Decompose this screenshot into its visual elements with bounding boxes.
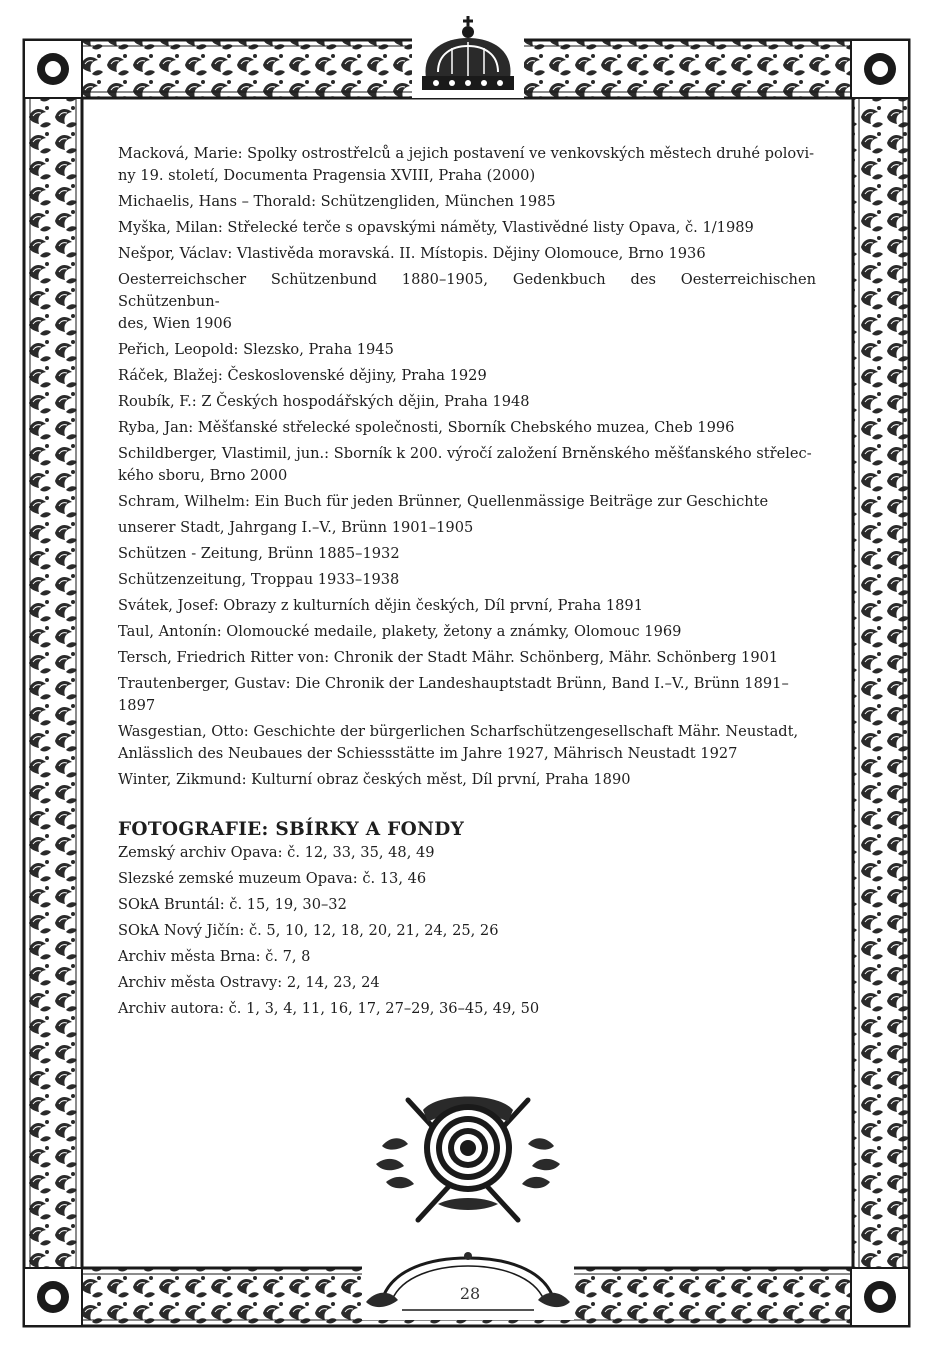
entry-line: Wasgestian, Otto: Geschichte der bürgerlichen Scharfschützengesellschaft Mähr. Neustadt, xyxy=(118,723,799,740)
entry-line: Svátek, Josef: Obrazy z kulturních dějin českých, Díl první, Praha 1891 xyxy=(118,597,643,614)
section-title: FOTOGRAFIE: SBÍRKY A FONDY xyxy=(118,819,465,840)
bibliography-entry xyxy=(118,673,816,717)
bibliography-entry xyxy=(118,365,816,387)
entry-line: Ryba, Jan: Měšťanské střelecké společnosti, Sborník Chebského muzea, Cheb 1996 xyxy=(118,419,735,436)
photo-source-item: SOkA Bruntál: č. 15, 19, 30–32 xyxy=(118,896,347,913)
entry-line-continued: Anlässlich des Neubaues der Schiessstätte im Jahre 1927, Mährisch Neustadt 1927 xyxy=(118,745,738,762)
entry-line-continued: ny 19. století, Documenta Pragensia XVIII, Praha (2000) xyxy=(118,167,536,184)
entry-line: Schützen - Zeitung, Brünn 1885–1932 xyxy=(118,545,400,562)
entry-line: Trautenberger, Gustav: Die Chronik der Landeshauptstadt Brünn, Band I.–V., Brünn 1891– xyxy=(118,675,789,692)
entry-line: unserer Stadt, Jahrgang I.–V., Brünn 1901–1905 xyxy=(118,519,474,536)
entry-line: Schützenzeitung, Troppau 1933–1938 xyxy=(118,571,400,588)
crown-ornament xyxy=(412,12,524,98)
photo-source-item: Zemský archiv Opava: č. 12, 33, 35, 48, 49 xyxy=(118,844,435,861)
photo-source-item: Archiv autora: č. 1, 3, 4, 11, 16, 17, 27–29, 36–45, 49, 50 xyxy=(118,1000,540,1017)
entry-line: Schram, Wilhelm: Ein Buch für jeden Brünner, Quellenmässige Beiträge zur Geschichte xyxy=(118,493,769,510)
entry-line: Myška, Milan: Střelecké terče s opavskými náměty, Vlastivědné listy Opava, č. 1/1989 xyxy=(118,219,754,236)
entry-line: Schildberger, Vlastimil, jun.: Sborník k 200. výročí založení Brněnského měšťanského střelec- xyxy=(118,445,812,462)
photo-source-item: Archiv města Brna: č. 7, 8 xyxy=(118,948,311,965)
bibliography-entry xyxy=(118,491,816,513)
bibliography-entry xyxy=(118,621,816,643)
bibliography-entry xyxy=(118,769,816,791)
entry-line: Macková, Marie: Spolky ostrostřelců a jejich postavení ve venkovských městech druhé polovi- xyxy=(118,145,815,162)
entry-line: Roubík, F.: Z Českých hospodářských dějin, Praha 1948 xyxy=(118,393,530,410)
bibliography-entry xyxy=(118,269,816,335)
photo-sources-list xyxy=(118,842,816,1020)
bibliography-entry xyxy=(118,443,816,487)
entry-line: Winter, Zikmund: Kulturní obraz českých měst, Díl první, Praha 1890 xyxy=(118,771,631,788)
entry-line-continued: des, Wien 1906 xyxy=(118,315,232,332)
entry-line: Ráček, Blažej: Československé dějiny, Praha 1929 xyxy=(118,367,487,384)
bibliography-entry xyxy=(118,191,816,213)
target-emblem xyxy=(368,1080,568,1230)
photo-source-item: Archiv města Ostravy: 2, 14, 23, 24 xyxy=(118,974,380,991)
entry-line: Peřich, Leopold: Slezsko, Praha 1945 xyxy=(118,341,394,358)
photo-source-item: Slezské zemské muzeum Opava: č. 13, 46 xyxy=(118,870,427,887)
entry-line: Taul, Antonín: Olomoucké medaile, plakety, žetony a známky, Olomouc 1969 xyxy=(118,623,682,640)
bibliography-list xyxy=(118,143,816,795)
bibliography-entry xyxy=(118,217,816,239)
entry-line: Tersch, Friedrich Ritter von: Chronik der Stadt Mähr. Schönberg, Mähr. Schönberg 1901 xyxy=(118,649,779,666)
bibliography-entry xyxy=(118,543,816,565)
bibliography-entry xyxy=(118,391,816,413)
bibliography-entry xyxy=(118,339,816,361)
photo-sources-section xyxy=(118,818,816,1024)
page-number: 28 xyxy=(459,1284,481,1303)
entry-line: Nešpor, Václav: Vlastivěda moravská. II. Místopis. Dějiny Olomouce, Brno 1936 xyxy=(118,245,706,262)
entry-line-continued: 1897 xyxy=(118,697,156,714)
bibliography-entry xyxy=(118,595,816,617)
entry-line: Michaelis, Hans – Thorald: Schützengliden, München 1985 xyxy=(118,193,556,210)
bibliography-entry xyxy=(118,647,816,669)
bibliography-entry xyxy=(118,517,816,539)
bibliography-entry xyxy=(118,243,816,265)
entry-line-continued: kého sboru, Brno 2000 xyxy=(118,467,288,484)
bibliography-entry xyxy=(118,569,816,591)
bibliography-entry xyxy=(118,143,816,187)
photo-source-item: SOkA Nový Jičín: č. 5, 10, 12, 18, 20, 21, 24, 25, 26 xyxy=(118,922,499,939)
bibliography-entry xyxy=(118,417,816,439)
entry-line: Oesterreichscher Schützenbund 1880–1905, Gedenkbuch des Oesterreichischen Schützenbun- xyxy=(118,271,816,310)
bibliography-entry xyxy=(118,721,816,765)
